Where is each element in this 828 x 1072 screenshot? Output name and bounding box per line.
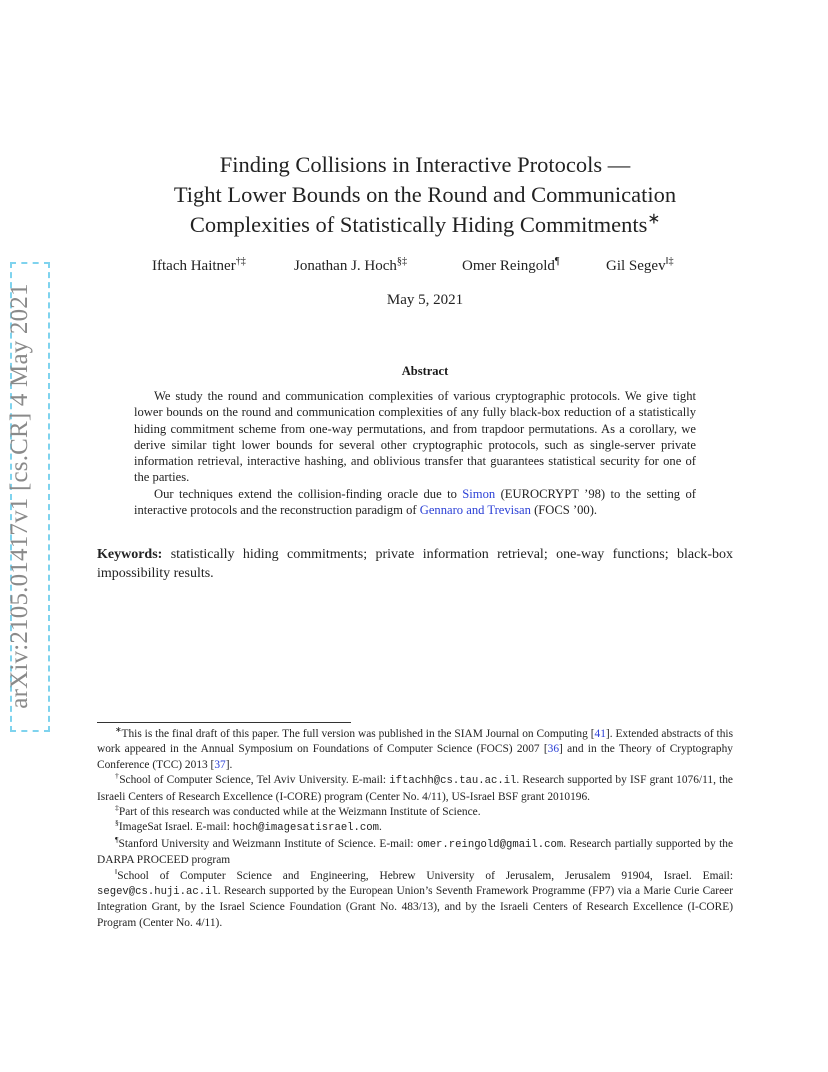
footnote-5	[97, 837, 733, 869]
author-name: Omer Reingold	[462, 258, 555, 274]
abstract-paragraph-2	[134, 486, 696, 519]
abstract-paragraph-1: We study the round and communication complexities of various cryptographic protocols. We give tight lower bounds on the round and communication complexities of any fully black-box reduction of a statistically hiding commitment scheme from one-way permutations, and from trapdoor permutations. As a corollary, we derive similar tight lower bounds for several other cryptographic protocols, such as single-server private information retrieval, interactive hashing, and oblivious transfer that guarantees statistical security for one of the parties.	[134, 389, 696, 485]
footnote-2	[97, 773, 733, 805]
keywords	[97, 546, 733, 583]
footnote-mark: ¶	[115, 835, 119, 845]
author-marks: ‖‡	[665, 256, 674, 267]
footnote-text: Part of this research was conducted while at the Weizmann Institute of Science.	[118, 806, 481, 819]
footnote-mark: †	[115, 771, 120, 781]
email-segev: segev@cs.huji.ac.il	[97, 886, 218, 899]
title-footnote-mark: ∗	[647, 210, 661, 228]
author-marks: §‡	[396, 256, 408, 267]
title-line-2: Tight Lower Bounds on the Round and Communication	[173, 182, 677, 207]
abstract-text: (EUROCRYPT ’98) to the setting of interactive protocols and the reconstruction paradigm of	[134, 486, 696, 518]
author	[152, 258, 246, 275]
author	[462, 258, 560, 275]
abstract-text: Our techniques extend the collision-finding oracle due to	[154, 486, 463, 501]
keywords-text: statistically hiding commitments; private information retrieval; one-way functions; black-box impossibility results.	[97, 547, 733, 581]
citation-link-gennaro-trevisan[interactable]: Gennaro and Trevisan	[419, 503, 531, 518]
author	[606, 258, 674, 275]
footnote-text: .	[378, 821, 382, 834]
footnote-mark: ‡	[115, 803, 119, 813]
author-marks: †‡	[235, 256, 246, 267]
keywords-label: Keywords:	[97, 547, 163, 562]
reference-link-37[interactable]: 37	[214, 758, 226, 771]
author-name: Jonathan J. Hoch	[294, 258, 397, 274]
email-reingold: omer.reingold@gmail.com	[416, 838, 564, 851]
footnote-mark: ∗	[115, 725, 122, 735]
footnote-mark: §	[115, 818, 119, 828]
arxiv-identifier[interactable]: arXiv:2105.01417v1 [cs.CR] 4 May 2021	[6, 283, 33, 709]
footnote-text: ].	[225, 758, 233, 771]
author-name: Gil Segev	[606, 258, 666, 274]
paper-date: May 5, 2021	[386, 292, 464, 308]
paper-title	[110, 150, 740, 240]
author-name: Iftach Haitner	[152, 258, 236, 274]
footnote-text: . Research supported by the European Union’s Seventh Framework Programme (FP7) via a Marie Curie Career Integration Grant, by the Israel Science Foundation (Grant No. 483/13), and by the Israeli Centers of Research Excellence (I-CORE) Program (Center No. 4/11).	[97, 885, 733, 929]
footnote-1	[97, 727, 733, 773]
title-line-3	[110, 210, 740, 240]
reference-link-36[interactable]: 36	[547, 743, 560, 756]
author	[294, 258, 407, 275]
citation-link-simon[interactable]: Simon	[462, 486, 496, 501]
footnote-text: ImageSat Israel. E-mail:	[118, 821, 233, 834]
footnotes	[97, 727, 733, 931]
email-hoch: hoch@imagesatisrael.com	[232, 822, 379, 835]
author-marks: ¶	[554, 256, 560, 267]
footnote-text: School of Computer Science and Engineering, Hebrew University of Jerusalem, Jerusalem 91904, Israel. Email:	[117, 869, 733, 882]
footnote-text: . Research partially supported by the DARPA PROCEED program	[97, 837, 733, 867]
reference-link-41[interactable]: 41	[594, 728, 606, 740]
footnote-text: ]. Extended abstracts of this work appeared in the Annual Symposium on Foundations of Computer Science (FOCS) 2007 [	[97, 728, 734, 756]
title-line-1: Finding Collisions in Interactive Protocols —	[219, 152, 631, 177]
footnote-text: This is the final draft of this paper. The full version was published in the SIAM Journal on Computing [	[121, 728, 595, 740]
abstract-heading: Abstract	[401, 364, 449, 378]
abstract-body	[134, 388, 696, 518]
footnote-4	[97, 820, 733, 836]
footnote-6	[97, 866, 733, 932]
abstract-text: (FOCS ’00).	[530, 503, 598, 518]
footnote-text: Stanford University and Weizmann Institute of Science. E-mail:	[118, 837, 417, 850]
footnote-mark: ‖	[115, 866, 118, 876]
email-haitner: iftachh@cs.tau.ac.il	[389, 775, 517, 788]
footnote-3	[97, 805, 733, 820]
footnote-text: ] and in the Theory of Cryptography Conference (TCC) 2013 [	[97, 743, 733, 771]
footnote-text: School of Computer Science, Tel Aviv University. E-mail:	[119, 774, 390, 787]
footnote-rule	[97, 722, 351, 723]
footnote-text: . Research supported by ISF grant 1076/11, the Israeli Centers of Research Excellence (I-CORE) program (Center No. 4/11), US-Israel BSF grant 2010196.	[97, 774, 733, 803]
title-line-3-text: Complexities of Statistically Hiding Commitments	[189, 212, 648, 237]
